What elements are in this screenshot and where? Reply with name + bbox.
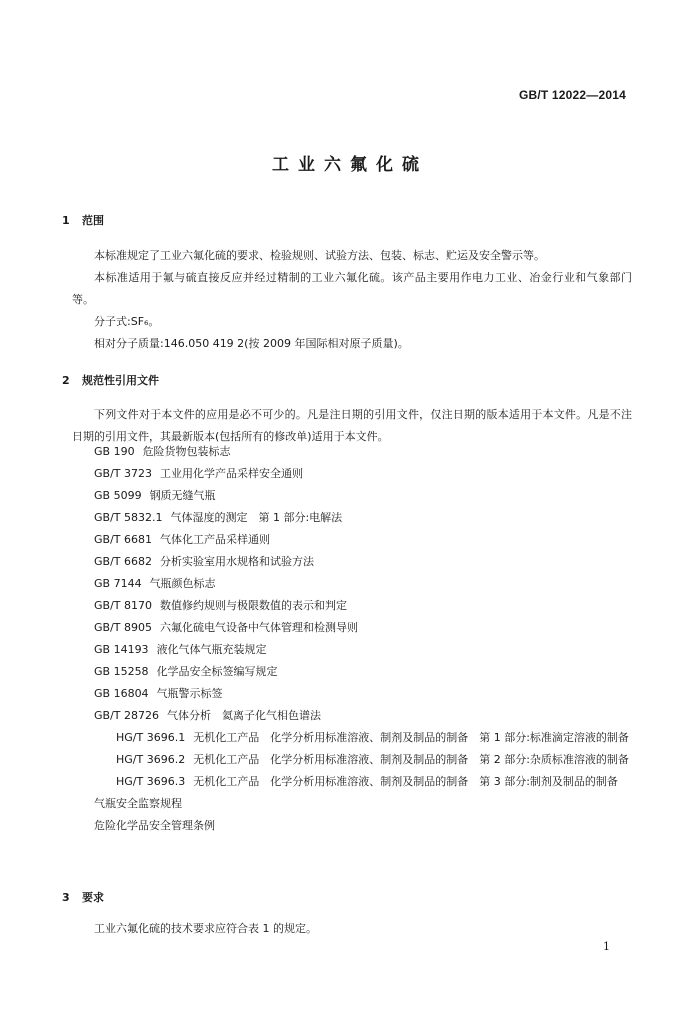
reference-item [72,529,632,551]
section-3-number: 3 [62,891,70,904]
section-2-intro: 下列文件对于本文件的应用是必不可少的。凡是注日期的引用文件，仅注日期的版本适用于本文件。凡是不注日期的引用文件，其最新版本(包括所有的修改单)适用于本文件。 [72,408,632,443]
document-title: 工业六氟化硫 [272,155,428,175]
reference-item [72,771,632,793]
reference-title: 化学品安全标签编写规定 [156,665,278,678]
reference-code: GB 16804 [94,687,149,700]
reference-code: GB 14193 [94,643,149,656]
section-3-title: 要求 [82,891,104,904]
reference-code: GB 7144 [94,577,142,590]
reference-title: 液化气体气瓶充装规定 [156,643,267,656]
reference-title: 无机化工产品 化学分析用标准溶液、制剂及制品的制备 第 2 部分:杂质标准溶液的制备 [193,753,629,766]
section-1-number: 1 [62,214,70,227]
section-2-title: 规范性引用文件 [82,374,159,387]
reference-title: 六氟化硫电气设备中气体管理和检测导则 [160,621,358,634]
reference-code: GB 190 [94,445,135,458]
reference-item [72,617,632,639]
reference-item [72,573,632,595]
reference-item [72,749,632,771]
section-1-paragraph-2: 本标准适用于氟与硫直接反应并经过精制的工业六氟化硫。该产品主要用作电力工业、冶金行业和气象部门等。 [72,271,632,306]
reference-title: 钢质无缝气瓶 [149,489,216,502]
reference-item [72,463,632,485]
reference-title: 气体化工产品采样通则 [160,533,270,546]
reference-code: GB/T 6682 [94,555,152,568]
reference-code: GB/T 8170 [94,599,152,612]
section-1-heading [62,212,104,228]
reference-item [72,683,632,705]
reference-title: 气体湿度的测定 第 1 部分:电解法 [170,511,343,524]
reference-code: GB 15258 [94,665,149,678]
reference-item [72,441,632,463]
reference-item [72,507,632,529]
section-1-title: 范围 [82,214,104,227]
reference-item [72,793,632,815]
reference-item [72,639,632,661]
reference-title: 无机化工产品 化学分析用标准溶液、制剂及制品的制备 第 1 部分:标准滴定溶液的制备 [193,731,629,744]
page-number: 1 [603,940,610,953]
reference-item [72,705,632,727]
reference-title: 气体分析 氦离子化气相色谱法 [167,709,321,722]
reference-title: 危险化学品安全管理条例 [94,819,215,832]
normative-reference-list [72,441,632,837]
reference-code: HG/T 3696.3 [116,775,186,788]
section-1-paragraph-1: 本标准规定了工业六氟化硫的要求、检验规则、试验方法、包装、标志、贮运及安全警示等。 [94,249,545,262]
reference-code: GB/T 5832.1 [94,511,163,524]
reference-code: GB/T 28726 [94,709,159,722]
standard-code: GB/T 12022—2014 [518,88,626,102]
section-3-text: 工业六氟化硫的技术要求应符合表 1 的规定。 [94,922,317,935]
molecular-mass: 相对分子质量:146.050 419 2(按 2009 年国际相对原子质量)。 [94,337,409,350]
reference-title: 无机化工产品 化学分析用标准溶液、制剂及制品的制备 第 3 部分:制剂及制品的制备 [193,775,618,788]
reference-code: GB 5099 [94,489,142,502]
reference-title: 气瓶颜色标志 [149,577,216,590]
reference-item [72,595,632,617]
reference-code: HG/T 3696.2 [116,753,186,766]
reference-item [72,815,632,837]
reference-item [72,727,632,749]
reference-code: GB/T 6681 [94,533,152,546]
section-2-number: 2 [62,374,70,387]
reference-title: 危险货物包装标志 [142,445,231,458]
reference-title: 气瓶警示标签 [156,687,223,700]
section-2-heading [62,372,159,388]
molecular-formula: 分子式:SF₆。 [94,315,160,328]
reference-code: HG/T 3696.1 [116,731,186,744]
reference-code: GB/T 8905 [94,621,152,634]
reference-title: 工业用化学产品采样安全通则 [160,467,303,480]
reference-title: 数值修约规则与极限数值的表示和判定 [160,599,347,612]
reference-code: GB/T 3723 [94,467,152,480]
reference-title: 气瓶安全监察规程 [94,797,182,810]
reference-item [72,661,632,683]
reference-item [72,485,632,507]
reference-title: 分析实验室用水规格和试验方法 [160,555,314,568]
reference-item [72,551,632,573]
section-3-heading [62,889,104,905]
